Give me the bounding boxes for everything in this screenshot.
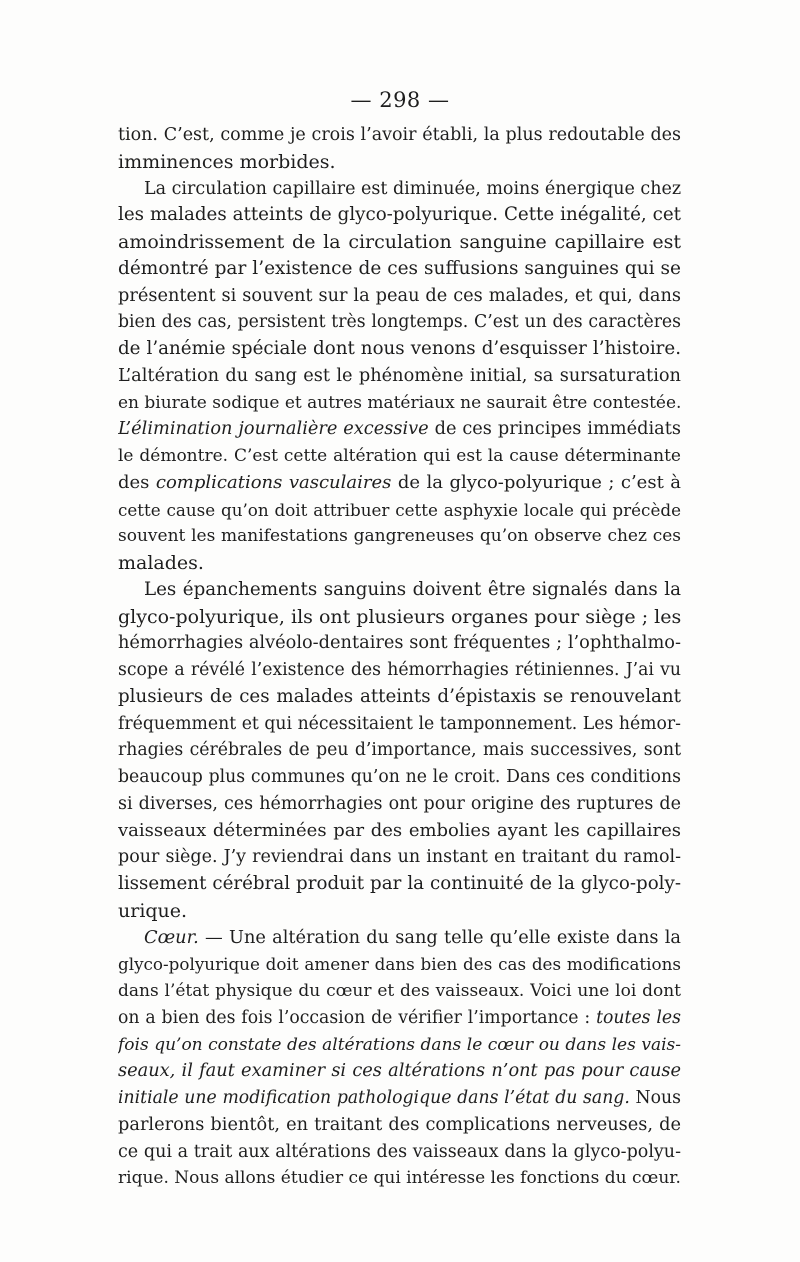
text-line (118, 363, 681, 390)
text-run: lissement cérébral produit par la continuité de la glyco-poly- (118, 873, 681, 894)
text-line (118, 1032, 681, 1059)
text-run: beaucoup plus communes qu’on ne le croit. Dans ces conditions (118, 767, 681, 787)
text-line (118, 630, 681, 657)
italic-text: L’élimination journalière excessive (118, 419, 429, 440)
italic-text: toutes les (596, 1007, 681, 1028)
text-line (118, 818, 681, 845)
text-run: bien des cas, persistent très longtemps. C’est un des caractères (118, 312, 681, 333)
body-text (118, 122, 681, 1192)
text-run: les malades atteints de glyco-polyurique. Cette inégalité, cet (118, 204, 681, 226)
italic-text: fois qu’on constate des altérations dans le cœur ou dans les vais- (118, 1034, 681, 1055)
text-line (118, 951, 681, 978)
text-run: urique. (118, 899, 188, 922)
text-line (118, 390, 681, 417)
text-line (118, 657, 681, 684)
text-run: cette cause qu’on doit attribuer cette asphyxie locale qui précède (118, 499, 681, 520)
text-line (118, 176, 681, 203)
text-run: pour siège. J’y reviendrai dans un instant en traitant du ramol- (118, 847, 681, 868)
text-run: fréquemment et qui nécessitaient le tamponnement. Les hémor- (118, 713, 681, 734)
text-line (118, 336, 681, 363)
text-line (118, 711, 681, 738)
paragraph (118, 577, 681, 925)
paragraph (118, 925, 681, 1193)
text-line (118, 497, 681, 524)
italic-text: seaux, il faut examiner si ces altérations n’ont pas pour cause (118, 1061, 681, 1082)
text-line (118, 523, 681, 550)
text-line (118, 1112, 681, 1139)
text-line (118, 283, 681, 310)
text-line (118, 577, 681, 604)
text-line (118, 1165, 681, 1192)
italic-text: initiale une modification pathologique dans l’état du sang. (118, 1088, 630, 1108)
italic-text: complications vasculaires (155, 471, 392, 493)
text-run: on a bien des fois l’occasion de vérifier l’importance : (118, 1007, 597, 1028)
text-run: dans l’état physique du cœur et des vaisseaux. Voici une loi dont (118, 981, 681, 1001)
paragraph (118, 176, 681, 577)
text-line (118, 978, 681, 1005)
text-line (118, 791, 681, 818)
text-run: imminences morbides. (118, 150, 336, 173)
text-run: amoindrissement de la circulation sanguine capillaire est (118, 231, 681, 253)
text-line (118, 1139, 681, 1166)
text-run: rhagies cérébrales de peu d’importance, mais successives, sont (118, 740, 681, 761)
text-run: L’altération du sang est le phénomène initial, sa sursaturation (118, 365, 681, 386)
text-line (118, 684, 681, 711)
text-run: rique. Nous allons étudier ce qui intéresse les fonctions du cœur. (118, 1168, 681, 1189)
text-run: scope a révélé l’existence des hémorrhagies rétiniennes. J’ai vu (118, 660, 681, 680)
text-run: La circulation capillaire est diminuée, moins énergique chez (144, 178, 681, 199)
text-run: de ces principes immédiats (428, 419, 681, 440)
text-line (118, 844, 681, 871)
text-run: glyco-polyurique doit amener dans bien des cas des modifications (118, 954, 681, 975)
page-number: — 298 — (350, 88, 450, 112)
text-run: souvent les manifestations gangreneuses qu’on observe chez ces (118, 526, 681, 547)
text-line (118, 149, 681, 176)
italic-text: Cœur. (144, 927, 199, 948)
text-line (118, 737, 681, 764)
text-run: — Une altération du sang telle qu’elle existe dans la (198, 927, 681, 948)
text-line (118, 229, 681, 256)
text-line (118, 764, 681, 791)
text-line (118, 1058, 681, 1085)
text-line (118, 871, 681, 898)
text-run: Les épanchements sanguins doivent être signalés dans la (144, 578, 681, 600)
text-run: plusieurs de ces malades atteints d’épistaxis se renouvelant (118, 685, 681, 707)
text-line (118, 1005, 681, 1032)
text-run: vaisseaux déterminées par des embolies ayant les capillaires (118, 819, 681, 841)
text-run: hémorrhagies alvéolo-dentaires sont fréquentes ; l’ophthalmo- (118, 633, 681, 654)
text-line (118, 898, 681, 925)
text-line (118, 550, 681, 577)
text-line (118, 416, 681, 443)
text-run: Nous (629, 1088, 681, 1108)
text-line (118, 1085, 681, 1112)
text-run: le démontre. C’est cette altération qui est la cause déterminante (118, 446, 681, 466)
text-line (118, 443, 681, 470)
text-run: des (118, 471, 156, 493)
text-run: de l’anémie spéciale dont nous venons d’esquisser l’histoire. (118, 338, 681, 359)
text-line (118, 309, 681, 336)
text-line (118, 604, 681, 631)
text-run: présentent si souvent sur la peau de ces malades, et qui, dans (118, 285, 681, 306)
text-line (118, 470, 681, 497)
text-run: ce qui a trait aux altérations des vaisseaux dans la glyco-polyu- (118, 1141, 681, 1162)
text-line (118, 202, 681, 229)
text-run: si diverses, ces hémorrhagies ont pour origine des ruptures de (118, 793, 681, 814)
text-run: parlerons bientôt, en traitant des complications nerveuses, de (118, 1114, 681, 1135)
text-run: de la glyco-polyurique ; c’est à (391, 471, 681, 493)
paragraph (118, 122, 681, 176)
text-run: malades. (118, 552, 204, 574)
text-run: glyco-polyurique, ils ont plusieurs organes pour siège ; les (118, 605, 681, 628)
text-run: tion. C’est, comme je crois l’avoir établi, la plus redoutable des (118, 125, 681, 145)
text-line (118, 256, 681, 283)
text-run: démontré par l’existence de ces suffusions sanguines qui se (118, 257, 681, 279)
text-line (118, 925, 681, 952)
text-run: en biurate sodique et autres matériaux ne saurait être contestée. (118, 392, 681, 413)
text-line (118, 122, 681, 149)
